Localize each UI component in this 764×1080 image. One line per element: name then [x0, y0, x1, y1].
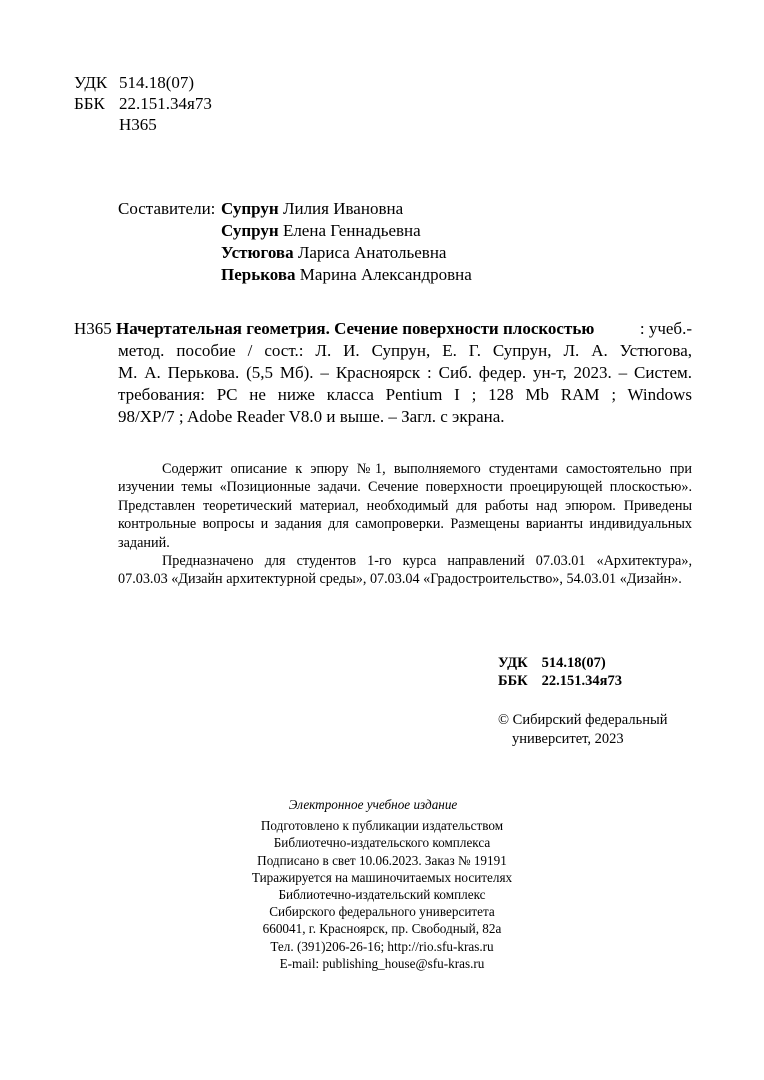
imprint-line: Сибирского федерального университета: [269, 904, 495, 920]
bbk-value: 22.151.34я73: [119, 94, 212, 113]
compiler-row: [118, 242, 472, 264]
imprint-line: Подготовлено к публикации издательством: [260, 818, 504, 834]
biblio-line: М. А. Перькова. (5,5 Мб). – Красноярск : Сиб. федер. ун-т, 2023. – Систем.: [118, 363, 692, 382]
udk-label: УДК: [74, 73, 108, 92]
compiler-surname: Перькова: [221, 265, 296, 284]
bbk-value: 22.151.34я73: [541, 673, 622, 689]
biblio-mark: Н365: [74, 319, 112, 338]
compiler-row: [118, 220, 472, 242]
abstract-paragraph: Предназначено для студентов 1-го курса направлений 07.03.01 «Архитектура», 07.03.03 «Дизайн архитектурной среды», 07.03.04 «Градостроительство», 54.03.01 «Дизайн».: [118, 553, 692, 588]
imprint-line: Тел. (391)206-26-16; http://rio.sfu-kras.ru: [270, 938, 494, 954]
compiler-row: [118, 264, 472, 286]
compiler-name: Лариса Анатольевна: [297, 243, 447, 262]
imprint: [0, 796, 764, 972]
imprint-line: Библиотечно-издательского комплекса: [273, 835, 491, 851]
abstract: [118, 460, 692, 589]
compiler-surname: Супрун: [221, 221, 279, 240]
compiler-name: Марина Александровна: [299, 265, 472, 284]
copyright-notice: [498, 711, 667, 748]
copyright-line: университет, 2023: [512, 730, 624, 747]
compilers-block: [118, 198, 472, 286]
compiler-surname: Устюгова: [221, 243, 294, 262]
biblio-line: метод. пособие / сост.: Л. И. Супрун, Е. Г. Супрун, Л. А. Устюгова,: [118, 341, 692, 360]
udk-label: УДК: [498, 655, 528, 671]
author-mark: Н365: [119, 115, 157, 134]
udk-value: 514.18(07): [541, 655, 606, 671]
bbk-label: ББК: [498, 673, 528, 689]
bibliographic-record: [74, 318, 692, 428]
imprint-line: E-mail: publishing_house@sfu-kras.ru: [279, 955, 485, 971]
imprint-title: Электронное учебное издание: [288, 797, 458, 812]
classification-codes-bold: [498, 654, 622, 690]
biblio-first-line: [74, 318, 692, 340]
imprint-line: Библиотечно-издательский комплекс: [278, 887, 486, 903]
udk-value: 514.18(07): [119, 73, 195, 92]
udk-row: [74, 72, 212, 93]
classification-codes: [74, 72, 212, 135]
compiler-row: [118, 198, 472, 220]
imprint-line: Тиражируется на машиночитаемых носителях: [251, 869, 513, 885]
book-title: Начертательная геометрия. Сечение поверхности плоскостью: [116, 319, 595, 338]
biblio-line: 98/XP/7 ; Adobe Reader V8.0 и выше. – Загл. с экрана.: [118, 407, 505, 426]
compiler-surname: Супрун: [221, 199, 279, 218]
biblio-title-tail: : учеб.-: [639, 319, 692, 338]
bbk-label: ББК: [74, 94, 105, 113]
compiler-name: Лилия Ивановна: [282, 199, 404, 218]
copyright-line: © Сибирский федеральный: [498, 712, 668, 728]
compilers-label: Составители:: [118, 199, 216, 218]
biblio-line: требования: PC не ниже класса Pentium I ; 128 Mb RAM ; Windows: [118, 385, 692, 404]
bbk-row: [74, 93, 212, 114]
imprint-line: 660041, г. Красноярск, пр. Свободный, 82а: [262, 921, 502, 937]
compiler-name: Елена Геннадьевна: [282, 221, 421, 240]
abstract-paragraph: Содержит описание к эпюру №1, выполняемого студентами самостоятельно при изучении темы «Позиционные задачи. Сечение поверхности проецирующей плоскостью». Представлен теоретический материал, необходимый для работы над эпюром. Приведены контрольные вопросы и задания для самопроверки. Размещены варианты индивидуальных заданий.: [118, 461, 692, 551]
imprint-line: Подписано в свет 10.06.2023. Заказ № 19191: [257, 852, 507, 868]
